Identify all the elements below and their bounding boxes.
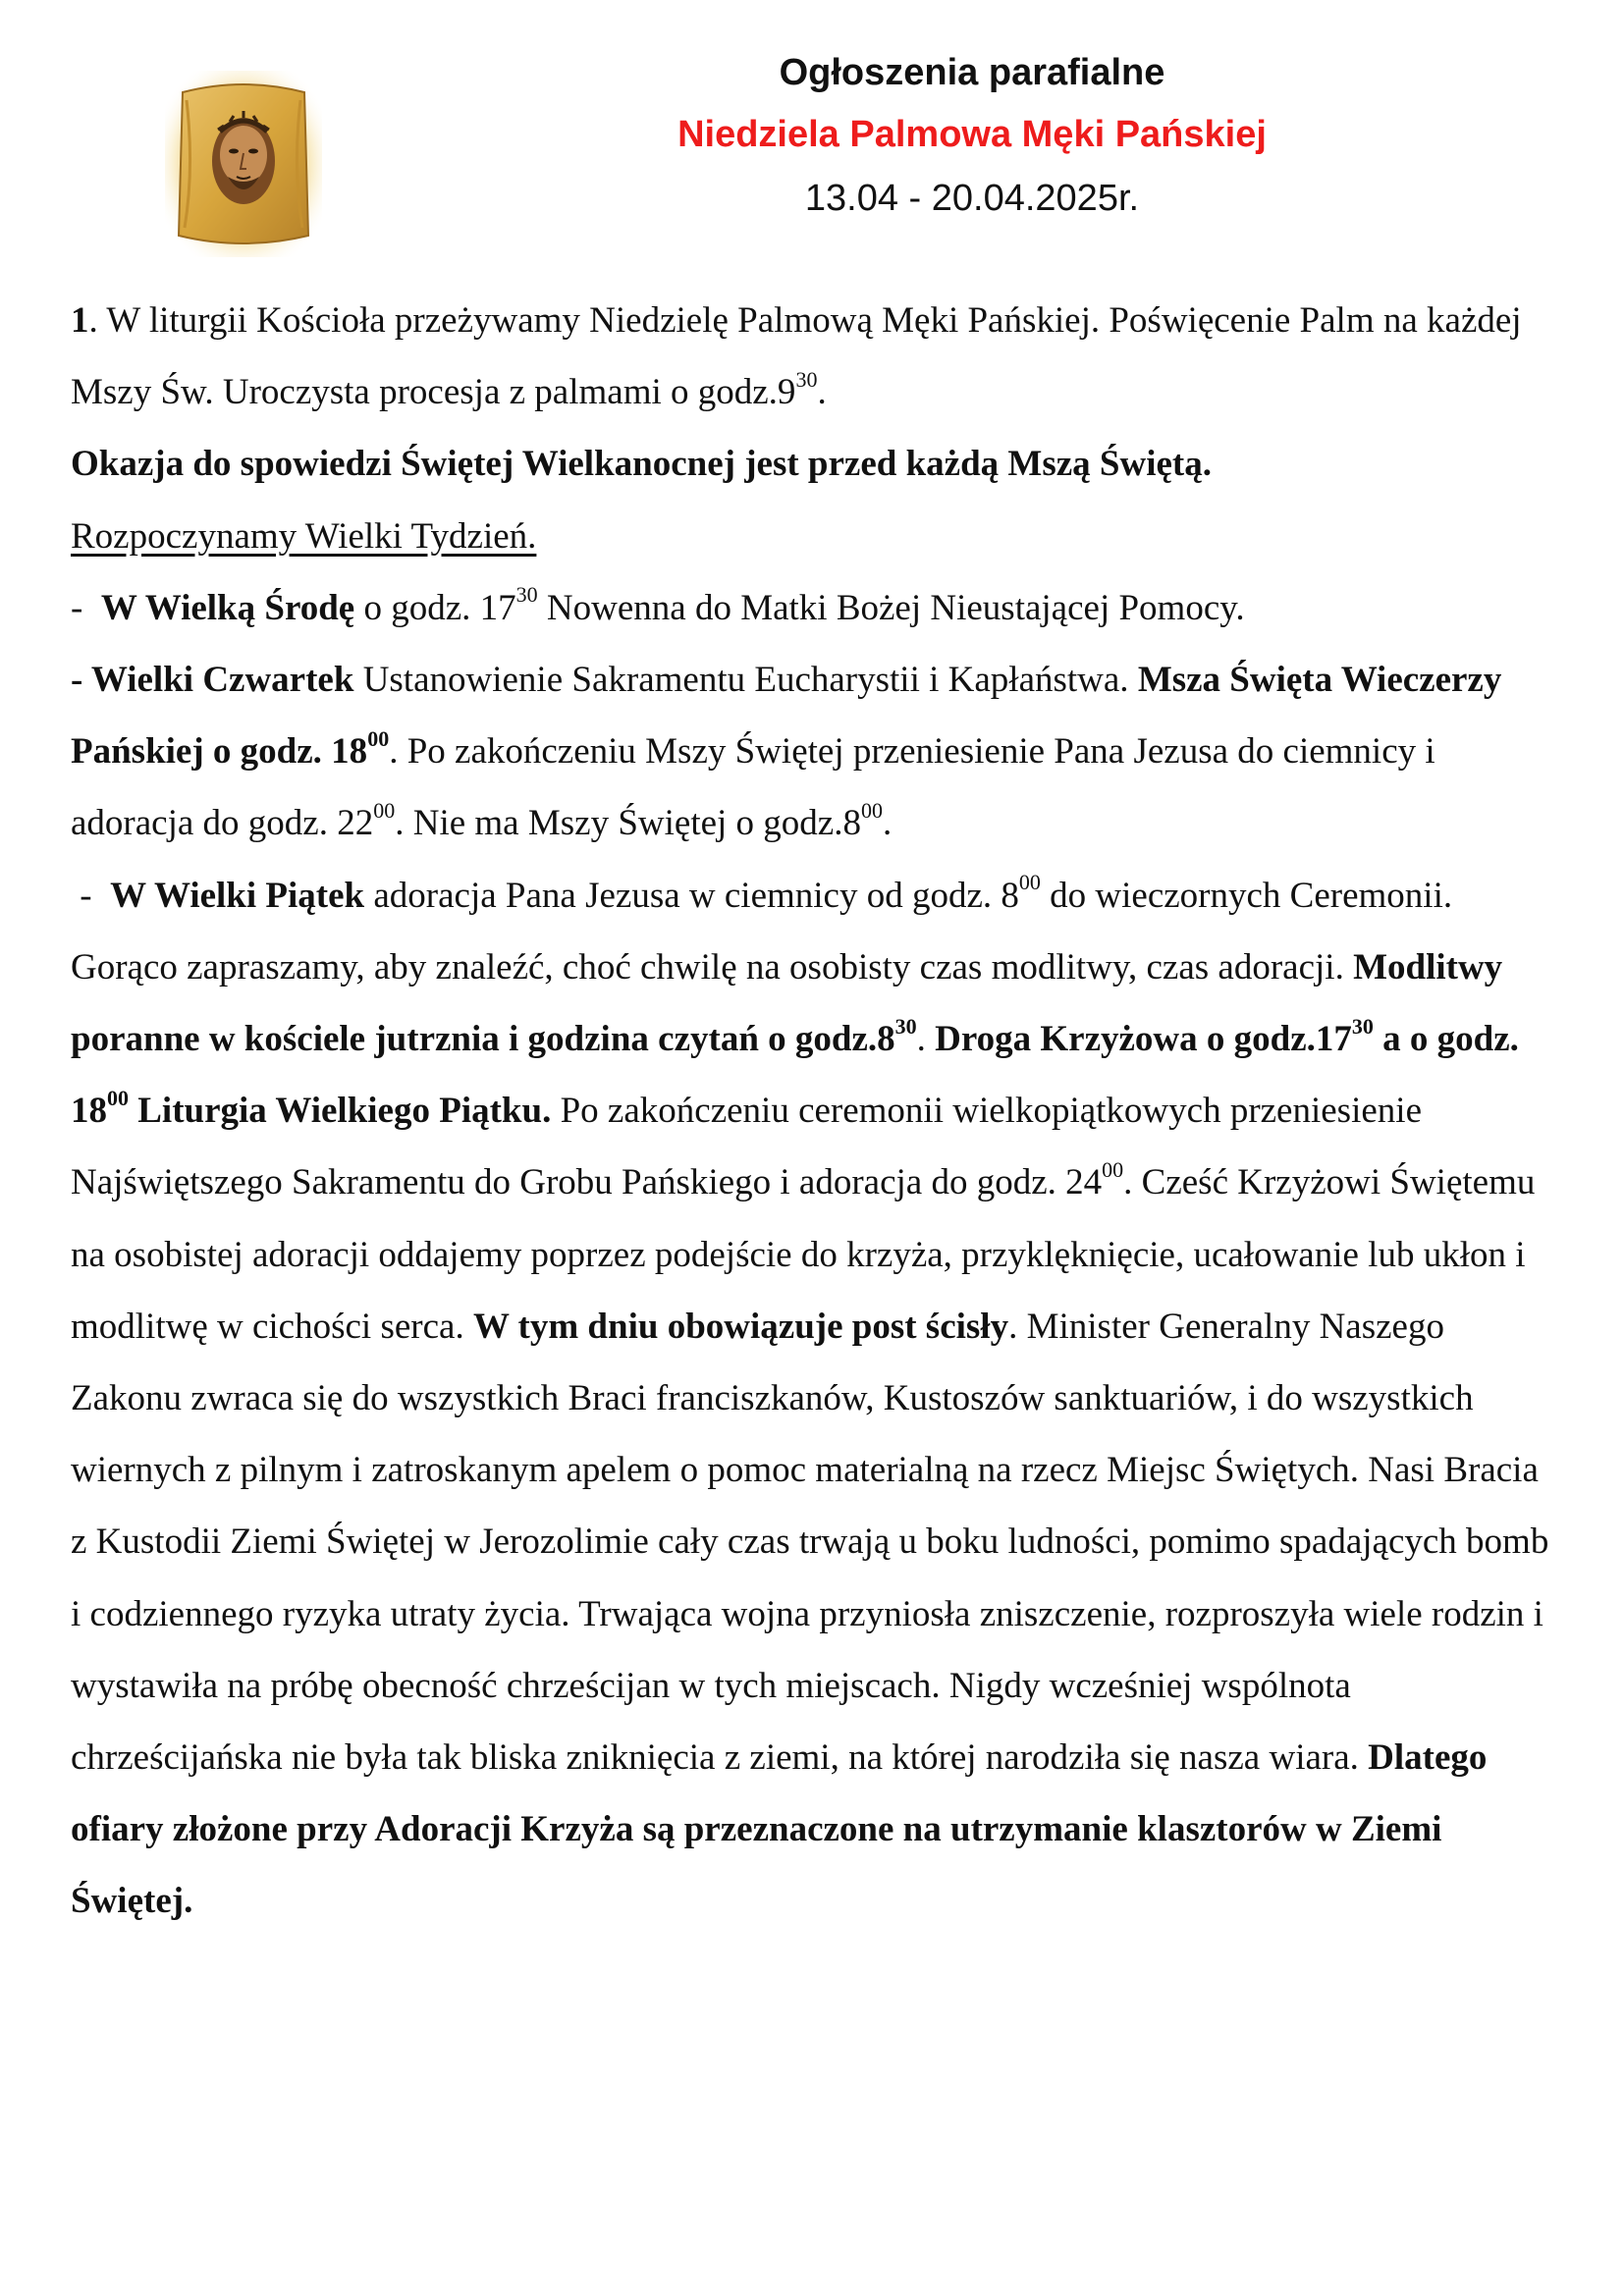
veil-of-veronica-icon (165, 71, 322, 257)
page-title: Ogłoszenia parafialne (779, 52, 1165, 93)
header (491, 43, 1453, 230)
announcement-body (71, 285, 1563, 1938)
paragraph-palm-sunday: 1. W liturgii Kościoła przeżywamy Niedzielę Palmową Męki Pańskiej. Poświęcenie Palm na każdej Mszy Św. Uroczysta procesja z palmami o $godz.9^{30}$. (71, 300, 1522, 413)
page-subtitle: Niedziela Palmowa Męki Pańskiej (677, 114, 1267, 155)
paragraph-confession: Okazja do spowiedzi Świętej Wielkanocnej jest przed każdą Mszą Świętą. (71, 444, 1212, 485)
item-number: 1 (71, 300, 89, 341)
paragraph-holy-week: Rozpoczynamy Wielki Tydzień. (71, 515, 537, 557)
paragraph-thursday: - Wielki Czwartek Ustanowienie Sakramentu Eucharystii i Kapłaństwa. Msza Święta Wieczerzy Pańskiej o godz. $18^{00}$. Po zakończeniu Mszy Świętej przeniesienie Pana Jezusa do ciemnicy i adoracja do godz. $22^{00}$. Nie ma Mszy Świętej o $godz.8^{00}$. (71, 660, 1502, 844)
paragraph-friday: - W Wielki Piątek adoracja Pana Jezusa w ciemnicy od godz. $8^{00}$ do wieczornych Ceremonii. Gorąco zapraszamy, aby znaleźć, choć chwilę na osobisty czas modlitwy, czas adoracji. Modlitwy poranne w kościele jutrznia i godzina czytań o $godz.8^{30}$. Droga Krzyżowa o $godz.17^{30}$ a o godz. $18^{00}$ Liturgia Wielkiego Piątku. Po zakończeniu ceremonii wielkopiątkowych przeniesienie Najświętszego Sakramentu do Grobu Pańskiego i adoracja do godz. $24^{00}$. Cześć Krzyżowi Świętemu na osobistej adoracji oddajemy poprzez podejście do krzyża, przyklęknięcie, ucałowanie lub ukłon i modlitwę w cichości serca. W tym dniu obowiązuje post ścisły. Minister Generalny Naszego Zakonu zwraca się do wszystkich Braci franciszkanów, Kustoszów sanktuariów, i do wszystkich wiernych z pilnym i zatroskanym apelem o pomoc materialną na rzecz Miejsc Świętych. Nasi Bracia z Kustodii Ziemi Świętej w Jerozolimie cały czas trwają u boku ludności, pomimo spadających bomb i codziennego ryzyka utraty życia. Trwająca wojna przyniosła zniszczenie, rozproszyła wiele rodzin i wystawiła na próbę obecność chrześcijan w tych miejscach. Nigdy wcześniej wspólnota chrześcijańska nie była tak bliska zniknięcia z ziemi, na której narodziła się nasza wiara. Dlatego ofiary złożone przy Adoracji Krzyża są przeznaczone na utrzymanie klasztorów w Ziemi Świętej. (71, 870, 1549, 1922)
date-range: 13.04 - 20.04.2025r. (804, 178, 1140, 219)
paragraph-wednesday: - W Wielką Środę o godz. $17^{30}$ Nowenna do Matki Bożej Nieustającej Pomocy. (71, 582, 1245, 628)
